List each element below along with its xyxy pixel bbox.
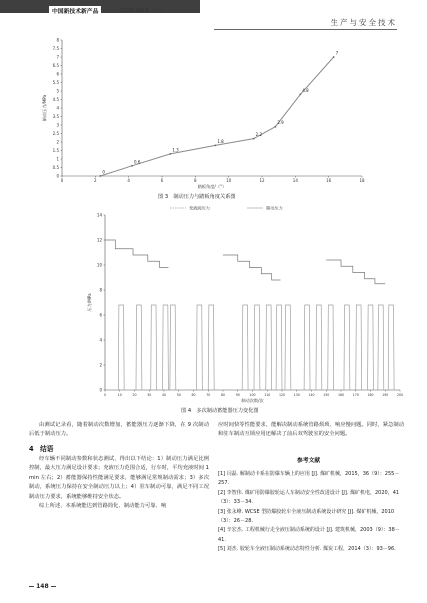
section-title: 4 结语: [29, 445, 54, 453]
brake-pressure-pulse: [163, 305, 169, 390]
x-tick-label: 0: [60, 178, 64, 183]
x-tick-label: 100: [249, 393, 256, 397]
section4-paragraph: 经车辆不同制动参数和状态测试，得出以下结论：1）制动压力满足比例控制，最大压力满足设计要求；充液压力范围合适，行车时，平均充液时间 1 min 左右；2）蓄能器保持性能满足要求，能够满足常规制动需求；3）多次制动，系统压力保持在安全制动压力以上；4）驻车制动可靠，满足不同工况制动压力要求，系统能够维持安全状态。: [29, 456, 209, 500]
y-tick-label: 12: [96, 237, 102, 243]
brake-pressure-pulse: [328, 305, 334, 390]
reference-list: [218, 470, 404, 555]
x-axis-label: 制动次数/次: [241, 398, 264, 403]
brake-pressure-pulse: [266, 305, 272, 390]
page-number: [29, 583, 56, 590]
y-tick-label: 1: [56, 156, 59, 162]
fill-valve-pressure-line: [326, 260, 385, 284]
x-tick-label: 60: [191, 393, 196, 397]
issue-number: 2025 NO.6（上）: [120, 8, 166, 14]
data-label: 1.3: [172, 147, 179, 153]
data-label: 0.6: [134, 159, 141, 165]
brake-pressure-pulse: [136, 305, 142, 390]
brake-pressure-pulse: [242, 305, 248, 390]
x-tick-label: 170: [352, 393, 359, 397]
y-tick-label: 6: [99, 312, 102, 318]
x-tick-label: 150: [323, 393, 330, 397]
y-axis-label: 制动压力/MPa: [42, 94, 47, 122]
x-tick-label: 10: [226, 178, 232, 183]
x-tick-label: 90: [235, 393, 240, 397]
x-tick-label: 14: [292, 178, 298, 183]
y-tick-label: 7: [56, 54, 59, 60]
brake-pressure-pulse: [344, 305, 350, 390]
y-axis-label: 压力/MPa: [87, 293, 92, 312]
brake-pressure-pulse: [316, 305, 322, 390]
figure-4-caption: 图 4 多次制动蓄能器压力变化图: [181, 408, 259, 414]
x-tick-label: 190: [382, 393, 389, 397]
x-tick-label: 0: [103, 393, 107, 397]
y-tick-label: 4.5: [52, 96, 59, 102]
reference-item: [4] 辛宏杰. 工程机械行走全液压制动系统的设计 [J]. 建筑机械，2003（9）：38－41.: [218, 527, 400, 543]
section4-body: [29, 455, 209, 511]
brake-pressure-pulse: [276, 305, 282, 390]
y-tick-label: 10: [96, 262, 102, 268]
fill-valve-pressure-line: [105, 240, 168, 268]
y-tick-label: 5: [56, 88, 59, 94]
column-title: 生产与安全技术: [330, 18, 397, 27]
data-label: 7: [335, 50, 339, 56]
x-tick-label: 180: [367, 393, 374, 397]
y-tick-label: 2.5: [52, 130, 59, 136]
x-tick-label: 80: [220, 393, 226, 397]
body-left-column: [29, 421, 209, 440]
y-tick-label: 6: [56, 71, 59, 77]
y-tick-label: 8: [56, 37, 59, 43]
brake-pressure-pulse: [151, 305, 157, 390]
y-tick-label: 2: [99, 362, 102, 368]
x-tick-label: 70: [206, 393, 211, 397]
references-title: 参考文献: [297, 458, 321, 464]
y-tick-label: 14: [96, 212, 102, 218]
x-tick-label: 110: [264, 393, 271, 397]
reference-item: [1] 闫磊. 解制动卡系在防爆车辆上的应用 [J]. 煤矿机械，2015，36（9）：255－257.: [218, 471, 400, 487]
y-tick-label: 4: [56, 105, 59, 111]
body-paragraph: 应时间快等性能要求，能解决制动系统管路烦琐、响应慢问题。同时，紧急制动和驻车制动互锁应用还解决了前后双驾驶室的安全问题。: [218, 422, 404, 438]
data-label: 0: [102, 169, 105, 175]
reference-item: [2] 李智伟. 煤矿用防爆胶轮运人车制动安全性改进设计 [J]. 煤矿机电，2020，41（3）：33－34.: [218, 489, 400, 506]
body-right-column: [218, 421, 404, 440]
legend-label: 充液阀压力: [189, 205, 210, 211]
y-tick-label: 3.5: [52, 113, 59, 119]
y-tick-label: 4: [99, 337, 102, 343]
brake-pressure-pulse: [368, 305, 374, 390]
y-tick-label: 3: [56, 122, 59, 128]
y-tick-label: 7.5: [52, 45, 59, 51]
brake-pressure-pulse: [196, 305, 202, 390]
y-tick-label: 5.5: [52, 79, 59, 85]
x-tick-label: 8: [194, 178, 197, 183]
y-tick-label: 2: [56, 139, 59, 145]
journal-name: 中国新技术新产品: [49, 6, 101, 15]
page-number-text: 148: [36, 583, 49, 590]
brake-pressure-pulse: [388, 305, 394, 390]
y-tick-label: 8: [99, 287, 102, 293]
x-tick-label: 12: [259, 178, 265, 183]
y-tick-label: 1.5: [52, 147, 59, 153]
legend-label: 制动压力: [266, 205, 283, 211]
y-tick-label: 0: [56, 173, 59, 179]
reference-item: [5] 刘杰. 胶轮车全液压制动系统动态特性分析. 煤炭工程，2014（3）：93－96.: [218, 546, 396, 553]
section4-paragraph: 综上所述，本系统能达到管路简化、制动能力可靠、响: [39, 503, 167, 510]
data-label: 4.8: [302, 87, 309, 93]
y-tick-label: 0.5: [52, 164, 59, 170]
x-tick-label: 130: [293, 393, 300, 397]
x-tick-label: 160: [337, 393, 345, 397]
page-number-dash: [51, 586, 56, 587]
x-tick-label: 120: [278, 393, 286, 397]
body-paragraph: 由测试记录看，随着制动次数增加，蓄能器压力逐渐下降，在 9 次制动后低于制动压力。: [29, 422, 209, 438]
reference-item: [3] 张永峰. WCSE 型防爆胶轮车全液压制动系统设计研究 [J]. 煤矿机械，2010（3）：26－28.: [218, 508, 395, 525]
brake-pressure-pulse: [378, 305, 384, 390]
brake-pressure-pulse: [254, 305, 260, 390]
brake-pressure-pulse: [170, 305, 176, 390]
y-tick-label: 6.5: [52, 62, 59, 68]
figure-3-caption: 图 3 制动压力与踏板角度关系图: [158, 194, 236, 200]
x-tick-label: 18: [359, 178, 365, 183]
brake-pressure-pulse: [285, 305, 291, 390]
x-tick-label: 50: [176, 393, 181, 397]
fill-valve-pressure-line: [223, 255, 281, 280]
x-tick-label: 10: [117, 393, 122, 397]
x-tick-label: 140: [308, 393, 315, 397]
x-tick-label: 6: [160, 178, 164, 183]
data-label: 2.2: [255, 132, 263, 138]
x-tick-label: 20: [132, 393, 137, 397]
y-tick-label: 0: [99, 387, 102, 393]
brake-pressure-pulse: [118, 305, 124, 390]
x-axis-label: 踏板角度/（°）: [197, 184, 227, 189]
x-tick-label: 16: [326, 178, 332, 183]
brake-pressure-pulse: [208, 305, 214, 390]
x-tick-label: 200: [396, 393, 404, 397]
x-tick-label: 4: [127, 178, 130, 183]
brake-pressure-pulse: [304, 305, 310, 390]
brake-pressure-pulse: [356, 305, 362, 390]
page-number-dash: [29, 586, 34, 587]
x-tick-label: 40: [161, 393, 167, 397]
data-label: 1.8: [217, 138, 224, 144]
data-label: 2.9: [277, 120, 284, 126]
x-tick-label: 30: [147, 393, 152, 397]
x-tick-label: 2: [94, 178, 97, 183]
